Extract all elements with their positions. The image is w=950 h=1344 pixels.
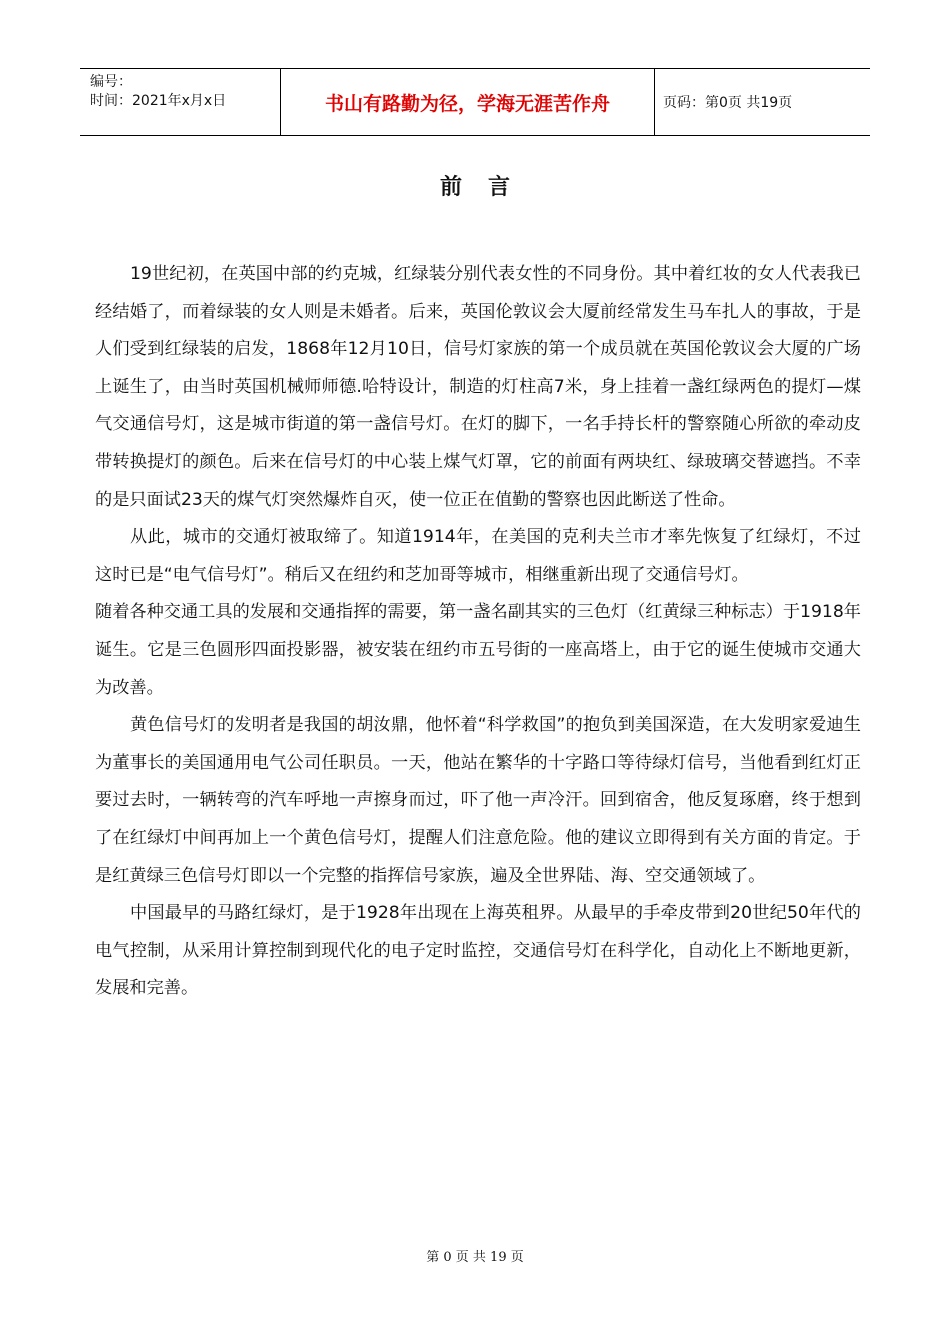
paragraph: 从此，城市的交通灯被取缔了。知道1914年，在美国的克利夫兰市才率先恢复了红绿灯，不过这时已是“电气信号灯”。稍后又在纽约和芝加哥等城市，相继重新出现了交通信号灯。	[95, 527, 861, 585]
header-page-info: 页码：第0页 共19页	[663, 95, 793, 111]
page-footer: 第 0 页 共 19 页	[426, 1250, 524, 1265]
document-body	[95, 256, 861, 1008]
paragraph: 黄色信号灯的发明者是我国的胡汝鼎，他怀着“科学救国”的抱负到美国深造，在大发明家爱迪生为董事长的美国通用电气公司任职员。一天，他站在繁华的十字路口等待绿灯信号，当他看到红灯正要过去时，一辆转弯的汽车呼地一声擦身而过，吓了他一声冷汗。回到宿舍，他反复琢磨，终于想到了在红绿灯中间再加上一个黄色信号灯，提醒人们注意危险。他的建议立即得到有关方面的肯定。于是红黄绿三色信号灯即以一个完整的指挥信号家族，遍及全世界陆、海、空交通领域了。	[95, 715, 861, 886]
paragraph: 19世纪初，在英国中部的约克城，红绿装分别代表女性的不同身份。其中着红妆的女人代表我已经结婚了，而着绿装的女人则是未婚者。后来，英国伦敦议会大厦前经常发生马车扎人的事故，于是人们受到红绿装的启发，1868年12月10日，信号灯家族的第一个成员就在英国伦敦议会大厦的广场上诞生了，由当时英国机械师师德.哈特设计，制造的灯柱高7米，身上挂着一盏红绿两色的提灯—煤气交通信号灯，这是城市街道的第一盏信号灯。在灯的脚下，一名手持长杆的警察随心所欲的牵动皮带转换提灯的颜色。后来在信号灯的中心装上煤气灯罩，它的前面有两块红、绿玻璃交替遮挡。不幸的是只面试23天的煤气灯突然爆炸自灭，使一位正在值勤的警察也因此断送了性命。	[95, 264, 861, 510]
paragraph: 随着各种交通工具的发展和交通指挥的需要，第一盏名副其实的三色灯（红黄绿三种标志）于1918年诞生。它是三色圆形四面投影器，被安装在纽约市五号街的一座高塔上，由于它的诞生使城市交通大为改善。	[95, 602, 861, 698]
document-number-label: 编号：	[90, 74, 132, 90]
header-meta	[80, 69, 280, 135]
page-header	[80, 68, 870, 136]
paragraph: 中国最早的马路红绿灯，是于1928年出现在上海英租界。从最早的手牵皮带到20世纪50年代的电气控制，从采用计算控制到现代化的电子定时监控，交通信号灯在科学化，自动化上不断地更新，发展和完善。	[95, 903, 861, 999]
document-date: 时间：2021年x月x日	[90, 93, 227, 109]
header-motto: 书山有路勤为径，学海无涯苦作舟	[280, 69, 655, 135]
page-title: 前言	[439, 175, 536, 200]
